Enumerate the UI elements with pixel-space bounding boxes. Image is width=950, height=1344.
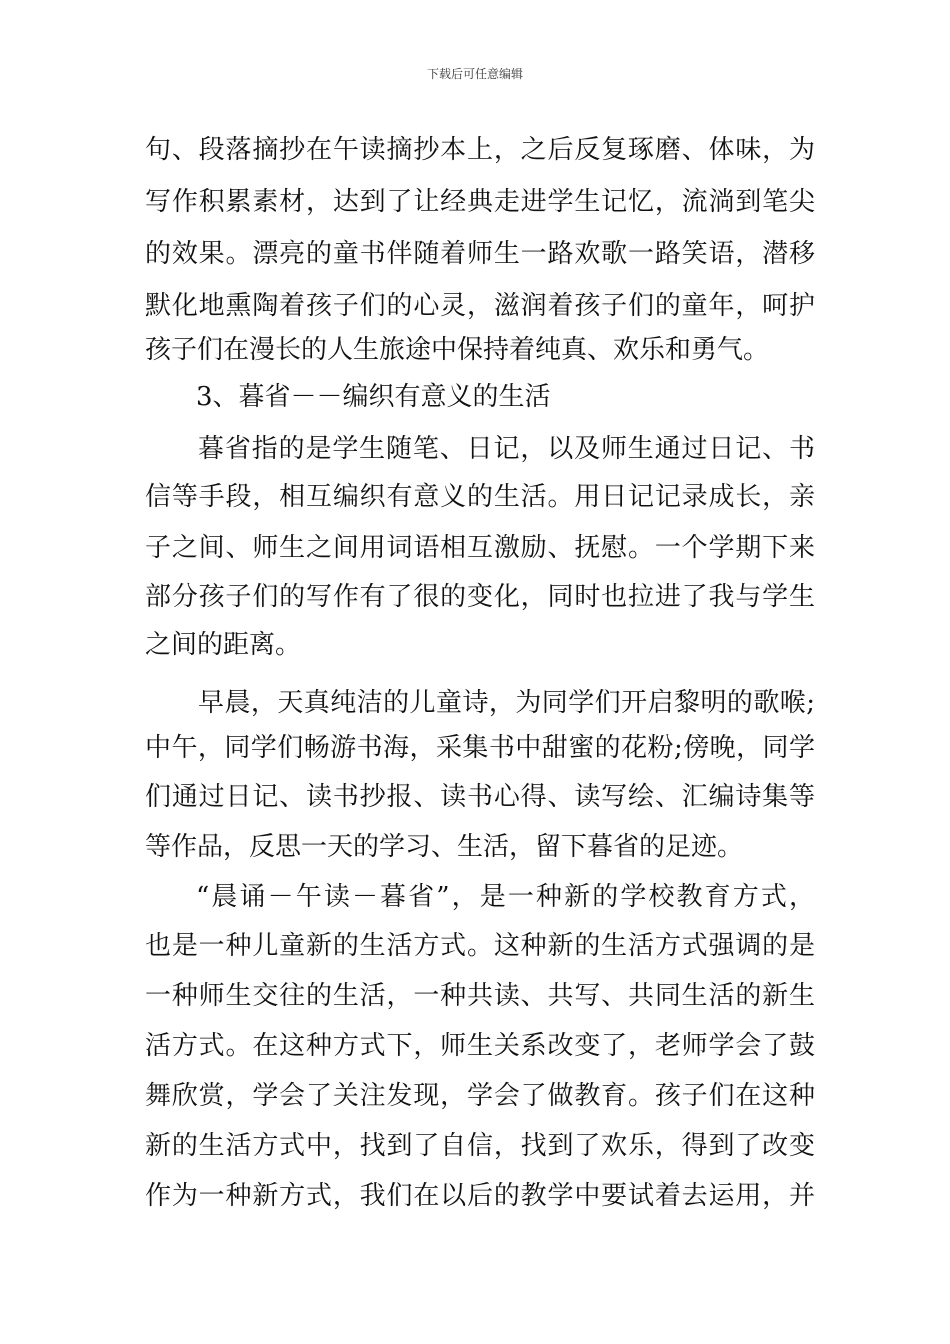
text-line: “晨诵－午读－暮省”，是一种新的学校教育方式， (196, 882, 815, 912)
text-line: 等作品，反思一天的学习、生活，留下暮省的足迹。 (145, 832, 744, 862)
text-line: 一种师生交往的生活，一种共读、共写、共同生活的新生 (145, 981, 815, 1011)
text-line: 新的生活方式中，找到了自信，找到了欢乐，得到了改变 (145, 1131, 815, 1161)
text-line: 之间的距离。 (145, 630, 302, 660)
section-heading: 3、暮省－－编织有意义的生活 (196, 382, 551, 412)
text-line: 活方式。在这种方式下，师生关系改变了，老师学会了鼓 (145, 1031, 815, 1061)
text-line: 孩子们在漫长的人生旅途中保持着纯真、欢乐和勇气。 (145, 335, 770, 365)
text-line: 默化地熏陶着孩子们的心灵，滋润着孩子们的童年，呵护 (145, 291, 815, 321)
text-line: 子之间、师生之间用词语相互激励、抚慰。一个学期下来 (145, 533, 815, 563)
text-line: 信等手段，相互编织有意义的生活。用日记记录成长，亲 (145, 482, 815, 512)
text-line: 作为一种新方式，我们在以后的教学中要试着去运用，并 (145, 1181, 815, 1211)
page-header: 下载后可任意编辑 (426, 67, 523, 81)
text-line: 舞欣赏，学会了关注发现，学会了做教育。孩子们在这种 (145, 1081, 815, 1111)
text-line: 部分孩子们的写作有了很的变化，同时也拉进了我与学生 (145, 582, 815, 612)
text-line: 写作积累素材，达到了让经典走进学生记忆，流淌到笔尖 (145, 187, 815, 217)
text-line: 也是一种儿童新的生活方式。这种新的生活方式强调的是 (145, 931, 815, 961)
text-line: 句、段落摘抄在午读摘抄本上，之后反复琢磨、体味，为 (145, 135, 815, 165)
text-line: 早晨，天真纯洁的儿童诗，为同学们开启黎明的歌喉; (198, 688, 815, 718)
text-line: 暮省指的是学生随笔、日记，以及师生通过日记、书 (198, 434, 815, 464)
text-line: 的效果。漂亮的童书伴随着师生一路欢歌一路笑语，潜移 (145, 239, 815, 269)
text-line: 们通过日记、读书抄报、读书心得、读写绘、汇编诗集等 (145, 782, 815, 812)
text-line: 中午，同学们畅游书海，采集书中甜蜜的花粉;傍晚，同学 (145, 733, 815, 763)
